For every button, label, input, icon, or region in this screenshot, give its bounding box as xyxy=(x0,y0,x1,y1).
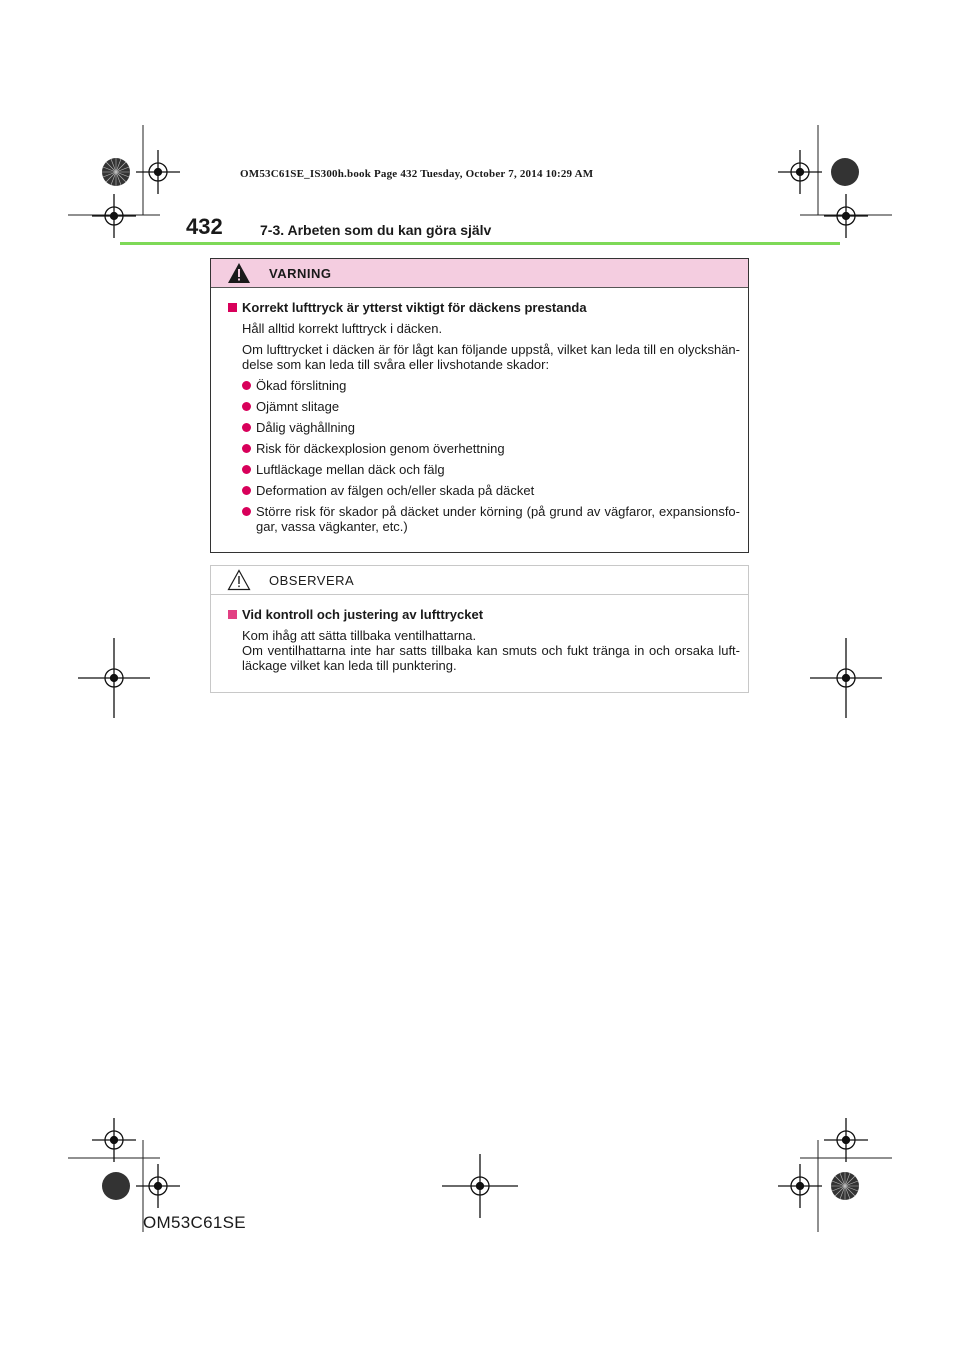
bullet-icon xyxy=(242,486,251,495)
warning-title: VARNING xyxy=(269,265,332,281)
notice-header xyxy=(211,566,748,595)
list-item: Ojämnt slitage xyxy=(242,399,740,414)
list-item: Deformation av fälgen och/eller skada på däcket xyxy=(242,483,740,498)
warning-box xyxy=(210,258,749,553)
warning-body xyxy=(211,288,748,534)
heading-square-icon xyxy=(228,303,237,312)
warning-heading xyxy=(228,300,740,315)
bullet-icon xyxy=(242,507,251,516)
section-title: 7-3. Arbeten som du kan göra själv xyxy=(260,222,492,238)
notice-heading-text: Vid kontroll och justering av lufttrycket xyxy=(242,607,484,622)
warning-heading-text: Korrekt lufttryck är ytterst viktigt för däckens prestanda xyxy=(242,300,587,315)
warning-header xyxy=(211,259,748,288)
list-item: Större risk för skador på däcket under körning (på grund av vägfaror, expansionsfo-gar, vassa vägkanter, etc.) xyxy=(242,504,740,534)
notice-title: OBSERVERA xyxy=(269,572,355,588)
header-rule xyxy=(120,242,840,245)
notice-heading xyxy=(228,607,740,622)
notice-body xyxy=(211,595,748,673)
list-item: Luftläckage mellan däck och fälg xyxy=(242,462,740,477)
book-info: OM53C61SE_IS300h.book Page 432 Tuesday, October 7, 2014 10:29 AM xyxy=(240,168,594,180)
list-item: Ökad förslitning xyxy=(242,378,740,393)
bullet-icon xyxy=(242,465,251,474)
list-item: Risk för däckexplosion genom överhettning xyxy=(242,441,740,456)
footer-code: OM53C61SE xyxy=(143,1213,246,1232)
notice-box xyxy=(210,565,749,693)
notice-para-1: Kom ihåg att sätta tillbaka ventilhattarna. xyxy=(242,628,477,643)
warning-para-2: Om lufttrycket i däcken är för lågt kan följande uppstå, vilket kan leda till en olyckshän-delse som kan leda till svåra eller livshotande skador: xyxy=(242,342,740,372)
warning-triangle-icon xyxy=(227,262,251,284)
bullet-icon xyxy=(242,402,251,411)
warning-para-1: Håll alltid korrekt lufttryck i däcken. xyxy=(242,321,443,336)
bullet-icon xyxy=(242,423,251,432)
heading-square-icon xyxy=(228,610,237,619)
bullet-icon xyxy=(242,381,251,390)
list-item: Dålig väghållning xyxy=(242,420,740,435)
caution-triangle-icon xyxy=(227,569,251,591)
notice-para-2: Om ventilhattarna inte har satts tillbaka kan smuts och fukt tränga in och orsaka luft-läckage vilket kan leda till punktering. xyxy=(242,643,740,673)
bullet-icon xyxy=(242,444,251,453)
page-number: 432 xyxy=(186,214,223,239)
